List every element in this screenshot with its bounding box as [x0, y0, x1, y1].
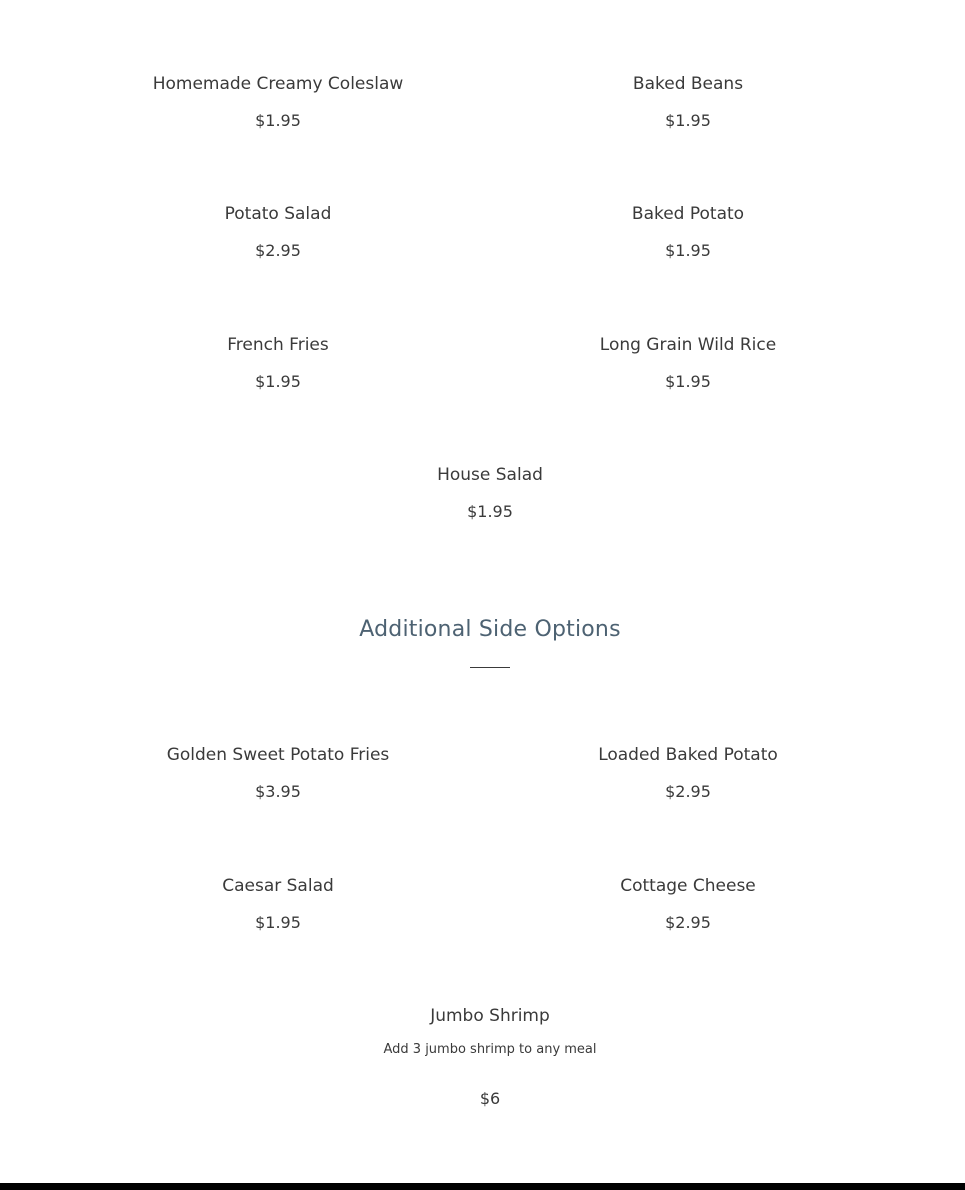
menu-item-name: Potato Salad — [224, 204, 332, 224]
menu-item-price: $3.95 — [255, 782, 301, 801]
menu-item-price: $1.95 — [255, 913, 301, 932]
menu-item-name: Caesar Salad — [222, 876, 334, 896]
menu-item-description: Add 3 jumbo shrimp to any meal — [383, 1042, 597, 1057]
menu-item-price: $1.95 — [665, 372, 711, 391]
menu-item — [280, 1006, 700, 1109]
menu-item-price: $1.95 — [665, 241, 711, 260]
menu-item — [68, 74, 488, 131]
menu-item — [68, 204, 488, 261]
menu-item — [478, 876, 898, 933]
menu-item-name: Golden Sweet Potato Fries — [166, 745, 390, 765]
menu-item-name: Long Grain Wild Rice — [599, 335, 777, 355]
menu-item-price: $1.95 — [255, 372, 301, 391]
menu-item — [478, 74, 898, 131]
menu-item-price: $2.95 — [255, 241, 301, 260]
menu-item-name: French Fries — [227, 335, 329, 355]
menu-item — [68, 745, 488, 802]
menu-item — [478, 745, 898, 802]
menu-item-name: Baked Potato — [631, 204, 745, 224]
menu-item-name: Baked Beans — [632, 74, 744, 94]
menu-item-price: $1.95 — [665, 111, 711, 130]
menu-item-name: Homemade Creamy Coleslaw — [152, 74, 404, 94]
section-divider — [470, 667, 510, 668]
menu-item-price: $2.95 — [665, 782, 711, 801]
menu-item-name: Cottage Cheese — [620, 876, 756, 896]
menu-item — [68, 335, 488, 392]
menu-item-name: House Salad — [437, 465, 543, 485]
menu-item-name: Loaded Baked Potato — [598, 745, 778, 765]
menu-item-price: $1.95 — [467, 502, 513, 521]
menu-item-price: $6 — [479, 1089, 501, 1108]
menu-item-price: $2.95 — [665, 913, 711, 932]
menu-item — [68, 876, 488, 933]
menu-item — [280, 465, 700, 522]
menu-item — [478, 335, 898, 392]
menu-item — [478, 204, 898, 261]
section-title: Additional Side Options — [359, 617, 621, 642]
menu-item-price: $1.95 — [255, 111, 301, 130]
menu-item-name: Jumbo Shrimp — [430, 1006, 550, 1026]
footer-bar — [0, 1183, 965, 1190]
